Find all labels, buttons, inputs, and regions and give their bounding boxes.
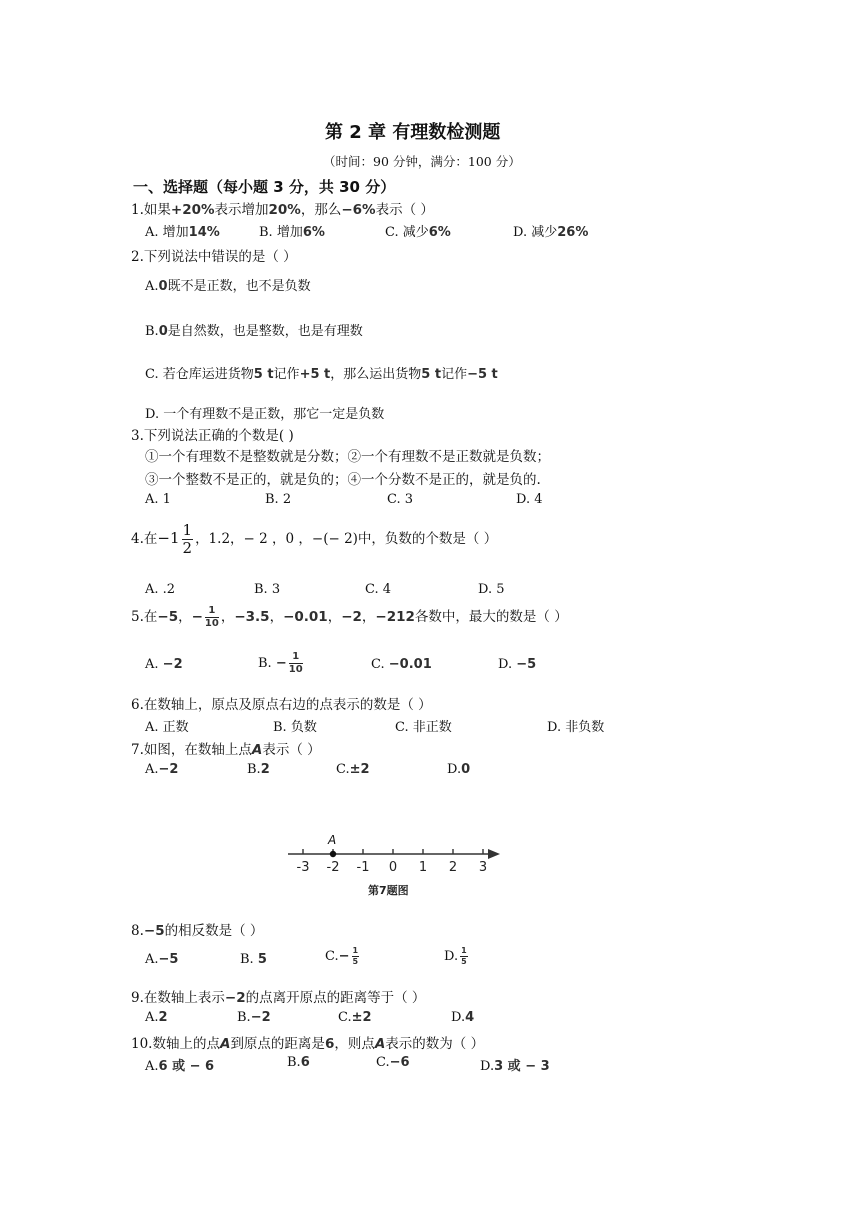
q8-option-d[interactable]: D. $\frac{1}{5}$ xyxy=(444,946,467,966)
q6-option-a[interactable]: A. 正数 xyxy=(145,720,189,735)
q10-option-b[interactable]: B.6 xyxy=(287,1055,310,1070)
question-5-stem: 5.在−5，− $\frac{1}{10}$ ，−3.5，−0.01，−2，−212各数中，最大的数是（ ） xyxy=(131,605,568,629)
q2-option-a[interactable]: A.0既不是正数，也不是负数 xyxy=(145,279,311,294)
q3-option-b[interactable]: B. 2 xyxy=(265,492,292,507)
q9-option-d[interactable]: D.4 xyxy=(451,1010,475,1025)
q1-option-a[interactable]: A. 增加14% xyxy=(145,225,220,240)
q4-fraction: $\frac{1}{2}$ xyxy=(182,521,193,557)
q5-option-a[interactable]: A. −2 xyxy=(145,657,183,672)
number-line-tick-label: -1 xyxy=(356,860,370,875)
point-a-label: A xyxy=(328,833,337,847)
number-line-tick-label: 2 xyxy=(448,860,458,875)
q6-option-b[interactable]: B. 负数 xyxy=(273,720,317,735)
question-8-stem: 8.−5的相反数是（ ） xyxy=(131,923,264,939)
q9-option-a[interactable]: A.2 xyxy=(145,1010,168,1025)
q6-option-c[interactable]: C. 非正数 xyxy=(395,720,452,735)
section-heading: 一、选择题（每小题 3 分，共 30 分） xyxy=(133,178,396,196)
q3-statement-line-1: ①一个有理数不是整数就是分数；②一个有理数不是正数就是负数； xyxy=(145,449,550,465)
number-line-arrow-icon xyxy=(488,849,500,859)
number-line-tick-label: 3 xyxy=(478,860,488,875)
q3-option-a[interactable]: A. 1 xyxy=(145,492,171,507)
q10-option-d[interactable]: D.3 或 − 3 xyxy=(480,1059,550,1074)
question-1-stem: 1.如果+20%表示增加20%，那么−6%表示（ ） xyxy=(131,202,434,218)
q8-option-c[interactable]: C.− $\frac{1}{5}$ xyxy=(325,946,359,966)
q5-option-c[interactable]: C. −0.01 xyxy=(371,657,432,672)
exam-info: （时间：90 分钟，满分：100 分） xyxy=(323,154,521,169)
q4-option-b[interactable]: B. 3 xyxy=(254,582,281,597)
q2-option-d[interactable]: D. 一个有理数不是正数，那它一定是负数 xyxy=(145,407,385,422)
number-line-tick-label: 1 xyxy=(418,860,428,875)
q2-option-c[interactable]: C. 若仓库运进货物5 t记作+5 t，那么运出货物5 t记作−5 t xyxy=(145,367,498,382)
q1-option-c[interactable]: C. 减少6% xyxy=(385,225,451,240)
q1-option-d[interactable]: D. 减少26% xyxy=(513,225,589,240)
q7-option-b[interactable]: B.2 xyxy=(247,762,270,777)
number-line-figure xyxy=(280,828,510,900)
question-2-stem: 2.下列说法中错误的是（ ） xyxy=(131,249,297,265)
q10-option-a[interactable]: A.6 或 − 6 xyxy=(145,1059,215,1074)
q3-option-c[interactable]: C. 3 xyxy=(387,492,414,507)
question-10-stem: 10.数轴上的点A到原点的距离是6，则点A表示的数为（ ） xyxy=(131,1036,485,1052)
q10-option-c[interactable]: C.−6 xyxy=(376,1055,410,1070)
question-3-stem: 3.下列说法正确的个数是( ) xyxy=(131,428,294,444)
figure-caption: 第7题图 xyxy=(368,884,409,897)
q8-option-a[interactable]: A.−5 xyxy=(145,952,179,967)
q7-option-c[interactable]: C.±2 xyxy=(336,762,370,777)
q7-option-d[interactable]: D.0 xyxy=(447,762,471,777)
q1-option-b[interactable]: B. 增加6% xyxy=(259,225,325,240)
q4-option-d[interactable]: D. 5 xyxy=(478,582,505,597)
q9-option-b[interactable]: B.−2 xyxy=(237,1010,271,1025)
q3-option-d[interactable]: D. 4 xyxy=(516,492,543,507)
number-line-tick-label: -2 xyxy=(326,860,340,875)
q2-option-b[interactable]: B.0是自然数，也是整数，也是有理数 xyxy=(145,324,363,339)
q9-option-c[interactable]: C.±2 xyxy=(338,1010,372,1025)
point-a-dot xyxy=(330,851,336,857)
question-4-stem: 4.在−1 $\frac{1}{2}$ ，1.2，− 2 ，0 ，−(− 2)中，负数的个数是（ ） xyxy=(131,521,498,557)
q5-option-b[interactable]: B. − $\frac{1}{10}$ xyxy=(258,651,303,675)
number-line-tick-label: 0 xyxy=(388,860,398,875)
q6-option-d[interactable]: D. 非负数 xyxy=(547,720,605,735)
q5-option-d[interactable]: D. −5 xyxy=(498,657,537,672)
number-line-tick-label: -3 xyxy=(296,860,310,875)
question-9-stem: 9.在数轴上表示−2的点离开原点的距离等于（ ） xyxy=(131,990,426,1006)
page-title: 第 2 章 有理数检测题 xyxy=(325,122,501,143)
q7-option-a[interactable]: A.−2 xyxy=(145,762,179,777)
question-6-stem: 6.在数轴上，原点及原点右边的点表示的数是（ ） xyxy=(131,697,432,713)
q4-option-a[interactable]: A. .2 xyxy=(145,582,176,597)
q8-option-b[interactable]: B. 5 xyxy=(240,952,267,967)
q4-option-c[interactable]: C. 4 xyxy=(365,582,392,597)
question-7-stem: 7.如图，在数轴上点A表示（ ） xyxy=(131,742,321,758)
q3-statement-line-2: ③一个整数不是正的，就是负的；④一个分数不是正的，就是负的. xyxy=(145,472,541,488)
